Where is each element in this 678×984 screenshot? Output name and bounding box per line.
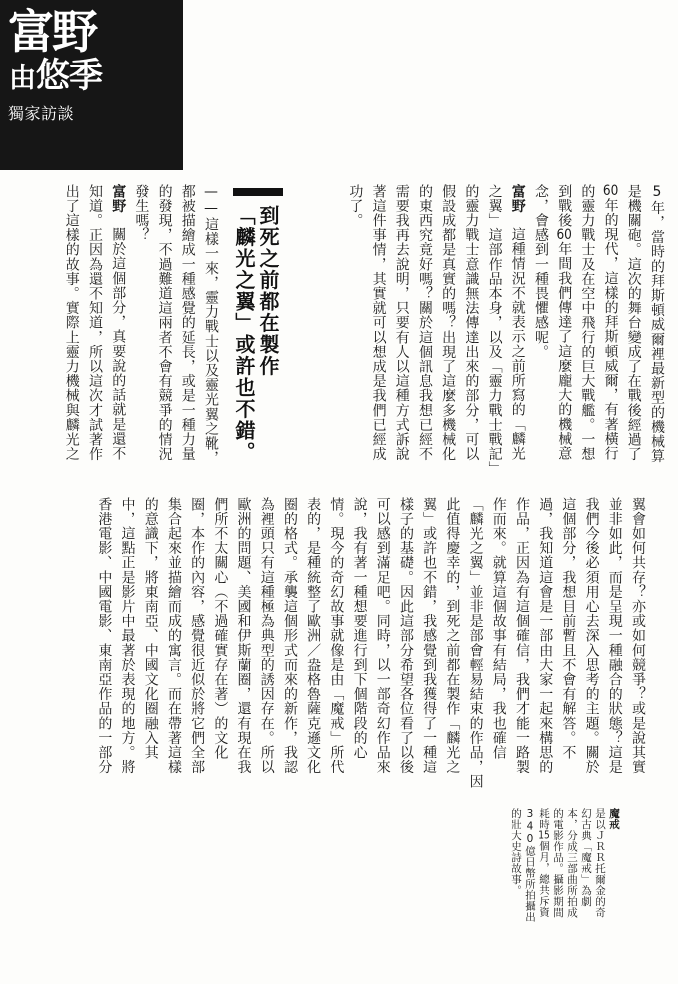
text-column: 翼會如何共存？亦或如何競爭？或是說其實 xyxy=(630,497,646,775)
text-column: 表的，是種統整了歐洲／盎格魯薩克遜文化 xyxy=(305,497,322,775)
glossary-note-title: 魔戒 xyxy=(608,808,620,830)
speaker-name: 富野 xyxy=(509,184,526,214)
text-column: 的東西究竟好嗎？關於這個訊息我想已經不 xyxy=(416,184,433,462)
text-column: 5年，當時的拜斯頓威爾裡最新型的機械算 xyxy=(649,184,665,464)
text-column: 作品，正因為有這個確信，我們才能一路製 xyxy=(513,497,530,775)
interviewee-given-name xyxy=(9,56,102,102)
text-column: 圈的格式。承襲這個形式而來的新作，我認 xyxy=(281,497,298,775)
text-column: 著這件事情，其實就可以想成是我們已經成 xyxy=(370,184,387,462)
text-column: 的靈力戰士及在空中飛行的巨大戰艦。一想 xyxy=(579,184,596,462)
given-name-rest: 悠季 xyxy=(36,56,102,96)
text-column: 到戰後60年間我們傳達了這麼龐大的機械意 xyxy=(556,184,573,461)
interview-title-block xyxy=(0,0,183,170)
speaker-name: 富野 xyxy=(110,184,127,214)
text-column: 可以感到滿足吧。同時，以一部奇幻作品來 xyxy=(374,497,391,775)
text-column xyxy=(506,184,529,484)
text-column: 為裡頭只有這種極為典型的誘因存在。所以 xyxy=(258,497,275,775)
question-text-column: ——這樣一來，靈力戰士以及靈光翼之靴， xyxy=(203,184,219,466)
text-column: 念，會感到一種畏懼感呢。 xyxy=(532,184,549,360)
text-column: 香港電影、中國電影、東南亞作品的一部分 xyxy=(96,497,113,775)
glossary-note-line: 本，分成三部曲所拍成 xyxy=(566,808,578,918)
section-heading xyxy=(232,205,280,485)
question-text-column: 的發現，不過難道這兩者不會有競爭的情況 xyxy=(156,184,173,462)
glossary-note-line: 的壯大史詩故事。 xyxy=(510,808,522,896)
glossary-note xyxy=(509,808,621,930)
text-column: 需要我再去說明，只要有人以這種方式訴說 xyxy=(393,184,410,462)
text-column: 此值得慶幸的，到死之前都在製作「麟光之 xyxy=(444,497,461,775)
upper-body-columns xyxy=(343,184,668,484)
text-column xyxy=(106,184,129,484)
text-column: 們所不太關心（不過確實存在著）的文化 xyxy=(212,497,229,760)
answer-text: 這種情況不就表示之前所寫的「麟光 xyxy=(509,227,526,461)
text-column: 假設成都是真實的嗎？出現了這麼多機械化 xyxy=(440,184,457,462)
question-text-column: 發生嗎？ xyxy=(133,184,150,243)
exclusive-interview-label: 獨家訪談 xyxy=(8,104,75,123)
question-text-column: 都被描繪成一種感覺的延長，或是一種力量 xyxy=(179,184,196,462)
text-column: 過，我知道這會是一部由大家一起來構思的 xyxy=(537,497,554,775)
glossary-note-line: 的電影作品。攝影期間 xyxy=(552,808,564,918)
glossary-note-line: 幻古典「魔戒」為劇 xyxy=(580,808,592,907)
heading-marker-bar xyxy=(233,188,283,196)
text-column: 這個部分，我想目前暫且不會有解答。不 xyxy=(560,497,577,760)
glossary-note-line: 是以ＪＲＲ托爾金的奇 xyxy=(594,808,606,918)
interviewee-surname: 富野 xyxy=(8,5,96,59)
text-column: 我們今後必須用心去深入思考的主題。關於 xyxy=(583,497,600,775)
text-column: 集合起來並描繪而成的寓言。而在帶著這樣 xyxy=(165,497,182,775)
text-column: 的意識下，將東南亞、中國文化圈融入其 xyxy=(142,497,159,760)
given-name-first-char: 由 xyxy=(9,63,36,94)
heading-line-1: 到死之前都在製作 xyxy=(256,205,280,377)
text-column: 功了。 xyxy=(347,184,364,228)
lower-body-columns xyxy=(92,497,649,797)
text-column: 「麟光之翼」並非是部會輕易結束的作品，因 xyxy=(467,497,484,789)
text-column: 圈，本作的內容，感覺很近似於將它們全部 xyxy=(189,497,206,775)
text-column: 並非如此，而是呈現一種融合的狀態？這是 xyxy=(606,497,623,775)
text-column: 作而來。就算這個故事有結局，我也確信 xyxy=(490,497,507,760)
glossary-note-line: 耗時15個月，總共斥資 xyxy=(538,808,550,918)
text-column: 之翼」這部作品本身，以及「靈力戰士戰記」 xyxy=(486,184,503,476)
heading-line-2: 「麟光之翼」或許也不錯。 xyxy=(232,205,256,463)
text-column: 歐洲的問題、美國和伊斯蘭圈，還有現在我 xyxy=(235,497,252,775)
text-column: 出了這樣的故事。實際上靈力機械與麟光之 xyxy=(63,184,80,462)
text-column: 中，這點正是影片中最著於表現的地方。將 xyxy=(119,497,136,775)
text-column: 翼」或許也不錯，我感覺到我獲得了一種這 xyxy=(421,497,438,775)
upright-number: 60 xyxy=(602,184,619,198)
text-column: 樣子的基礎。因此這部分希望各位看了以後 xyxy=(397,497,414,775)
text-column: 60年的現代，這樣的拜斯頓威爾，有著橫行 xyxy=(602,184,619,461)
text-column: 情。現今的奇幻故事就像是由「魔戒」所代 xyxy=(328,497,345,775)
text-column: 是機關砲。這次的舞台變成了在戰後經過了 xyxy=(625,184,642,462)
upright-number: 15 xyxy=(538,830,550,841)
answer-text: 關於這個部分，真要說的話就是還不 xyxy=(110,227,127,461)
text-column: 知道。正因為還不知道，所以這次才試著作 xyxy=(86,184,103,462)
glossary-note-line: 340億日幣所拍攝出 xyxy=(524,808,536,923)
text-column: 的靈力戰士意識無法傳達出來的部分，可以 xyxy=(463,184,480,462)
upright-number: 60 xyxy=(556,227,572,242)
text-column: 說，我有著一種想要進行到下個階段的心 xyxy=(351,497,368,760)
question-answer-columns xyxy=(60,184,222,484)
